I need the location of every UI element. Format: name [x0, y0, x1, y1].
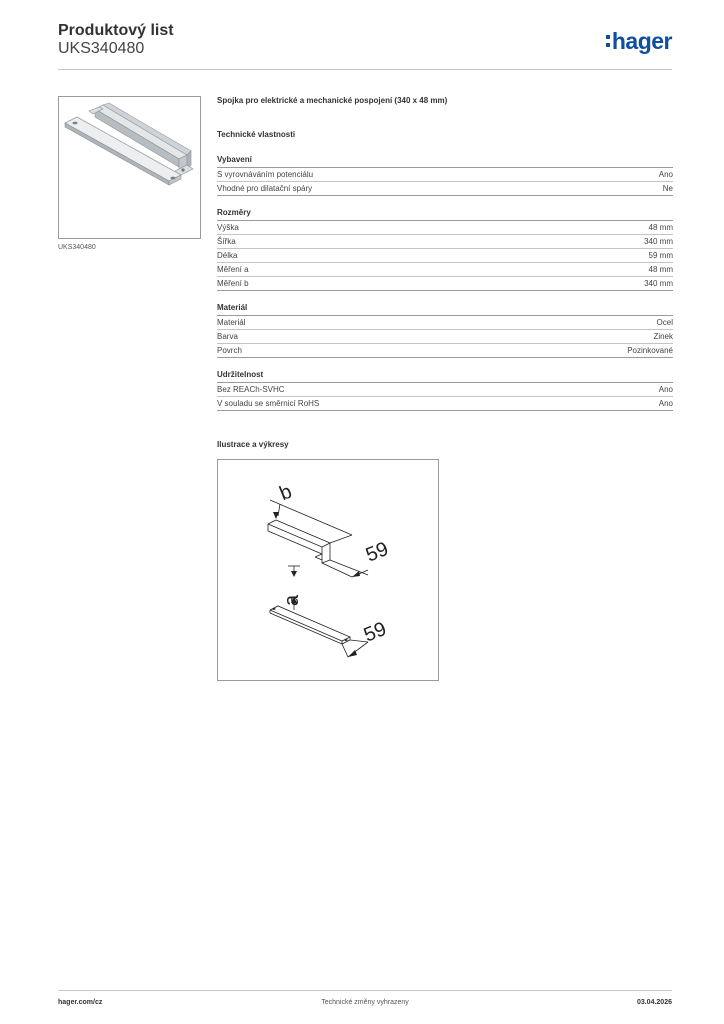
spec-row [217, 383, 673, 397]
spec-row [217, 316, 673, 330]
spec-row [217, 263, 673, 277]
spec-value: Ne [662, 184, 673, 193]
illustrations-title: Ilustrace a výkresy [217, 440, 289, 449]
section-sustainability [217, 369, 673, 411]
product-code: UKS340480 [58, 40, 145, 57]
dimension-label-59-bottom: 59 [360, 617, 390, 647]
spec-label: Barva [217, 332, 238, 341]
product-details [217, 96, 673, 422]
spec-label: Výška [217, 223, 239, 232]
spec-row [217, 235, 673, 249]
spec-label: Délka [217, 251, 238, 260]
technical-properties-title: Technické vlastnosti [217, 130, 296, 139]
page-header [58, 22, 672, 70]
section-title: Vybavení [217, 154, 673, 168]
product-photo [58, 96, 201, 239]
spec-row [217, 277, 673, 291]
spec-value: Ano [658, 170, 673, 179]
connector-bracket-photo-icon [59, 97, 200, 238]
photo-caption: UKS340480 [58, 244, 96, 251]
section-title: Materiál [217, 302, 673, 316]
logo-text: hager [611, 27, 672, 54]
spec-row [217, 168, 673, 182]
dimension-label-a: a [281, 594, 303, 606]
dimension-label-59-top: 59 [362, 537, 392, 567]
spec-row [217, 330, 673, 344]
product-description: Spojka pro elektrické a mechanické pospojení (340 x 48 mm) [217, 96, 448, 105]
spec-label: Bez REACh-SVHC [217, 385, 285, 394]
spec-label: Šířka [217, 237, 236, 246]
spec-value: 48 mm [648, 223, 673, 232]
spec-label: Měření b [217, 279, 249, 288]
section-dimensions [217, 207, 673, 291]
spec-label: S vyrovnáváním potenciálu [217, 170, 314, 179]
spec-value: Pozinkované [627, 346, 673, 355]
document-title: Produktový list [58, 22, 174, 39]
section-title: Rozměry [217, 207, 673, 221]
footer-website-link[interactable]: hager.com/cz [58, 999, 103, 1006]
spec-row [217, 221, 673, 235]
spec-value: 340 mm [644, 237, 673, 246]
page-footer [58, 990, 672, 1012]
spec-label: Měření a [217, 265, 249, 274]
section-title: Udržitelnost [217, 369, 673, 383]
spec-value: 340 mm [644, 279, 673, 288]
spec-row [217, 344, 673, 358]
logo-dots-icon [606, 35, 610, 47]
footer-date: 03.04.2026 [636, 999, 672, 1006]
spec-value: 59 mm [648, 251, 673, 260]
section-material [217, 302, 673, 358]
spec-row [217, 182, 673, 196]
spec-label: V souladu se směrnicí RoHS [217, 399, 320, 408]
hager-logo[interactable] [606, 28, 672, 54]
section-equipment [217, 154, 673, 196]
spec-value: Zinek [653, 332, 673, 341]
dimension-drawing-svg [218, 460, 438, 680]
spec-value: Ocel [656, 318, 673, 327]
spec-label: Materiál [217, 318, 246, 327]
spec-label: Povrch [217, 346, 242, 355]
spec-row [217, 397, 673, 411]
spec-row [217, 249, 673, 263]
dimension-drawing [217, 459, 439, 681]
spec-label: Vhodné pro dilatační spáry [217, 184, 313, 193]
spec-value: 48 mm [648, 265, 673, 274]
dimension-label-b: b [276, 480, 296, 506]
footer-disclaimer: Technické změny vyhrazeny [321, 999, 409, 1006]
spec-value: Ano [658, 399, 673, 408]
spec-value: Ano [658, 385, 673, 394]
